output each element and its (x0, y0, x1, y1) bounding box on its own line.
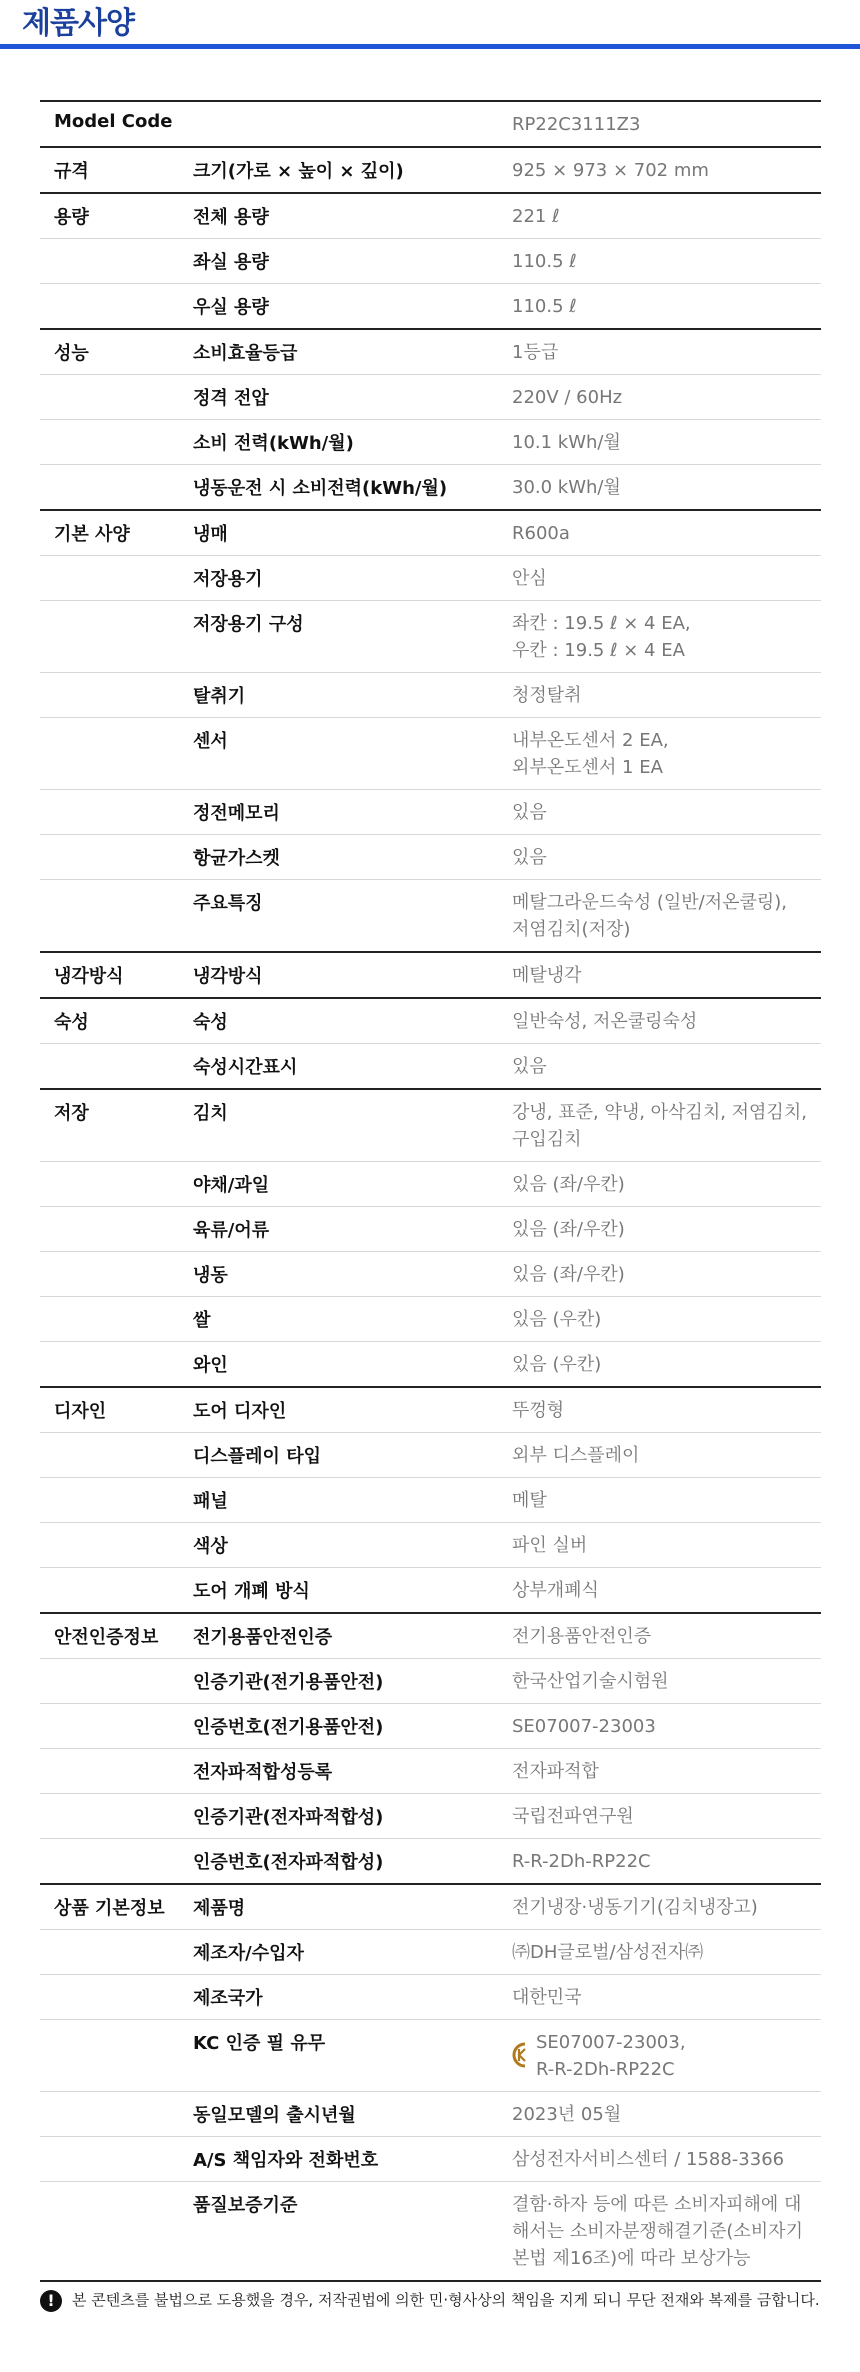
spec-row (40, 1388, 821, 1433)
spec-value-line: 뚜껑형 (512, 1400, 565, 1421)
spec-value (512, 1433, 821, 1477)
spec-row (40, 999, 821, 1044)
spec-label: 인증기관(전기용품안전) (193, 1672, 384, 1693)
spec-value (512, 1090, 821, 1161)
spec-group (40, 1614, 821, 1885)
group-name: 규격 (54, 161, 89, 182)
group-name: 저장 (54, 1103, 89, 1124)
spec-label: 주요특징 (193, 893, 263, 914)
spec-row (40, 953, 821, 997)
spec-row (40, 2020, 821, 2092)
spec-value (512, 1388, 821, 1432)
spec-value-line: 저염김치(저장) (512, 919, 631, 940)
spec-value-line: 있음 (우칸) (512, 1309, 602, 1330)
spec-value (512, 1794, 821, 1838)
spec-row (40, 1614, 821, 1659)
spec-value (512, 1044, 821, 1088)
spec-value (512, 2182, 821, 2280)
spec-label: 숙성 (193, 1012, 228, 1033)
spec-row (40, 1839, 821, 1883)
spec-label: 항균가스켓 (193, 848, 280, 869)
spec-label: 숙성시간표시 (193, 1057, 298, 1078)
group-name: 숙성 (54, 1012, 89, 1033)
spec-label: 냉각방식 (193, 966, 263, 987)
spec-value-line: 대한민국 (512, 1987, 582, 2008)
spec-value-line: 국립전파연구원 (512, 1806, 634, 1827)
spec-row (40, 601, 821, 673)
spec-row (40, 1297, 821, 1342)
spec-value-line: 메탈 (512, 1490, 547, 1511)
spec-label: 제조자/수입자 (193, 1943, 304, 1964)
spec-row (40, 102, 821, 146)
spec-value (512, 1297, 821, 1341)
spec-row (40, 1252, 821, 1297)
spec-label: 인증번호(전기용품안전) (193, 1717, 384, 1738)
spec-row (40, 330, 821, 375)
spec-row (40, 1478, 821, 1523)
spec-label: 냉동 (193, 1265, 228, 1286)
spec-value-line: 외부 디스플레이 (512, 1445, 640, 1466)
spec-value-line: 좌칸 : 19.5 ℓ × 4 EA, (512, 613, 691, 634)
spec-row (40, 1090, 821, 1162)
spec-value-line: 221 ℓ (512, 206, 560, 227)
spec-row (40, 284, 821, 328)
page-title: 제품사양 (22, 6, 134, 41)
spec-row (40, 194, 821, 239)
spec-label: 좌실 용량 (193, 252, 269, 273)
spec-value-line: 외부온도센서 1 EA (512, 757, 663, 778)
spec-value (512, 556, 821, 600)
spec-value-line: 한국산업기술시험원 (512, 1671, 669, 1692)
group-name: 안전인증정보 (54, 1627, 159, 1648)
spec-value (512, 1523, 821, 1567)
spec-row (40, 1975, 821, 2020)
page-header (0, 0, 860, 52)
spec-label: 디스플레이 타입 (193, 1446, 321, 1467)
spec-value-line: R600a (512, 523, 570, 544)
spec-label: 품질보증기준 (193, 2195, 298, 2216)
spec-row (40, 1749, 821, 1794)
spec-value (512, 673, 821, 717)
spec-value-line: 10.1 kWh/월 (512, 432, 621, 453)
spec-value-line: 925 × 973 × 702 mm (512, 160, 709, 181)
spec-value (512, 284, 821, 328)
spec-row (40, 1162, 821, 1207)
spec-value-line: 있음 (512, 847, 547, 868)
spec-group (40, 1090, 821, 1388)
header-underline (0, 44, 860, 49)
spec-row (40, 1885, 821, 1930)
spec-group (40, 330, 821, 511)
spec-value (512, 1659, 821, 1703)
spec-label: 냉매 (193, 524, 228, 545)
spec-value-line: SE07007-23003 (512, 1716, 656, 1737)
spec-value-line: 220V / 60Hz (512, 387, 623, 408)
spec-label: 우실 용량 (193, 297, 269, 318)
spec-value (512, 1207, 821, 1251)
group-name: 성능 (54, 343, 89, 364)
spec-value-line: 2023년 05월 (512, 2104, 622, 2125)
spec-label: 색상 (193, 1536, 228, 1557)
spec-value (512, 1252, 821, 1296)
spec-value-line: 본법 제16조)에 따라 보상가능 (512, 2248, 751, 2269)
spec-group (40, 953, 821, 999)
spec-value (512, 1749, 821, 1793)
spec-row (40, 673, 821, 718)
spec-value-line: 있음 (우칸) (512, 1354, 602, 1375)
spec-value (512, 1839, 821, 1883)
spec-value-line: 있음 (512, 1056, 547, 1077)
spec-value (512, 790, 821, 834)
spec-value-line: 있음 (좌/우칸) (512, 1264, 625, 1285)
spec-value-line: 구입김치 (512, 1129, 582, 1150)
spec-value-line: 110.5 ℓ (512, 251, 577, 272)
spec-value (512, 194, 821, 238)
spec-value (512, 148, 821, 192)
spec-value-line: 삼성전자서비스센터 / 1588-3366 (512, 2149, 785, 2170)
spec-value-line: ㈜DH글로벌/삼성전자㈜ (512, 1942, 704, 1963)
spec-value-line: 안심 (512, 568, 547, 589)
spec-label: 소비 전력(kWh/월) (193, 433, 354, 454)
spec-row (40, 1794, 821, 1839)
spec-label: 도어 개폐 방식 (193, 1581, 310, 1602)
spec-value-line: 파인 실버 (512, 1535, 588, 1556)
spec-label: 인증번호(전자파적합성) (193, 1852, 384, 1873)
group-name: 디자인 (54, 1401, 107, 1422)
spec-row (40, 1207, 821, 1252)
spec-label: A/S 책임자와 전화번호 (193, 2150, 379, 2171)
group-name: 용량 (54, 207, 89, 228)
spec-row (40, 2092, 821, 2137)
spec-value-line: SE07007-23003, (536, 2032, 686, 2053)
spec-label: 쌀 (193, 1310, 211, 1331)
spec-value (512, 330, 821, 374)
spec-label: 전기용품안전인증 (193, 1627, 333, 1648)
group-name: 기본 사양 (54, 524, 130, 545)
spec-value (512, 375, 821, 419)
spec-value-line: 110.5 ℓ (512, 296, 577, 317)
spec-value (512, 999, 821, 1043)
spec-label: 김치 (193, 1103, 228, 1124)
spec-value-line: 우칸 : 19.5 ℓ × 4 EA (512, 640, 685, 661)
spec-row (40, 511, 821, 556)
spec-value-line: 상부개폐식 (512, 1580, 599, 1601)
spec-group (40, 148, 821, 194)
spec-row (40, 148, 821, 192)
spec-label: 정격 전압 (193, 388, 269, 409)
spec-label: 패널 (193, 1491, 228, 1512)
notice-text: 본 콘텐츠를 불법으로 도용했을 경우, 저작권법에 의한 민·형사상의 책임을 지게 되니 무단 전재와 복제를 금합니다. (72, 2291, 820, 2309)
spec-label: 전자파적합성등록 (193, 1762, 333, 1783)
spec-row (40, 2137, 821, 2182)
kc-mark-icon (512, 2041, 530, 2069)
spec-value (512, 2137, 821, 2181)
spec-value-line: 강냉, 표준, 약냉, 아삭김치, 저염김치, (512, 1102, 807, 1123)
spec-label: 와인 (193, 1355, 228, 1376)
spec-value-line: R-R-2Dh-RP22C (536, 2059, 675, 2080)
spec-row (40, 1659, 821, 1704)
spec-value (512, 1162, 821, 1206)
spec-label: 냉동운전 시 소비전력(kWh/월) (193, 478, 448, 499)
spec-value (512, 2092, 821, 2136)
spec-value (512, 1478, 821, 1522)
group-name: Model Code (54, 111, 173, 132)
spec-value (512, 880, 821, 951)
spec-row (40, 2182, 821, 2280)
spec-row (40, 1523, 821, 1568)
spec-value (512, 511, 821, 555)
spec-row (40, 239, 821, 284)
spec-label: 제조국가 (193, 1988, 263, 2009)
spec-row (40, 1930, 821, 1975)
spec-group (40, 1885, 821, 2282)
spec-row (40, 465, 821, 509)
spec-value-line: 메탈그라운드숙성 (일반/저온쿨링), (512, 892, 787, 913)
spec-value (512, 465, 821, 509)
spec-value (512, 1975, 821, 2019)
spec-value (512, 2020, 821, 2091)
spec-label: 육류/어류 (193, 1220, 270, 1241)
spec-value-line: 결함·하자 등에 따른 소비자피해에 대 (512, 2194, 802, 2215)
copyright-notice (40, 2287, 821, 2317)
spec-value (512, 1704, 821, 1748)
spec-value (512, 835, 821, 879)
kc-value (512, 2029, 821, 2083)
spec-group (40, 999, 821, 1090)
spec-group (40, 102, 821, 148)
spec-row (40, 718, 821, 790)
spec-label: 도어 디자인 (193, 1401, 287, 1422)
spec-value-line: 전기냉장·냉동기기(김치냉장고) (512, 1897, 758, 1918)
spec-value-line: 있음 (512, 802, 547, 823)
spec-label: 탈취기 (193, 686, 246, 707)
spec-value-line: 전자파적합 (512, 1761, 599, 1782)
spec-value-line: 내부온도센서 2 EA, (512, 730, 669, 751)
spec-row (40, 1433, 821, 1478)
spec-value-line: 30.0 kWh/월 (512, 477, 621, 498)
spec-table (40, 100, 821, 2282)
spec-label: 동일모델의 출시년월 (193, 2105, 356, 2126)
spec-value (512, 1342, 821, 1386)
spec-value (512, 718, 821, 789)
spec-label: 소비효율등급 (193, 343, 298, 364)
spec-value-line: 전기용품안전인증 (512, 1626, 652, 1647)
spec-value (512, 420, 821, 464)
spec-value-line: R-R-2Dh-RP22C (512, 1851, 651, 1872)
spec-value (512, 601, 821, 672)
spec-label: 저장용기 구성 (193, 614, 304, 635)
spec-row (40, 1568, 821, 1612)
spec-label: 저장용기 (193, 569, 263, 590)
spec-value-line: 해서는 소비자분쟁해결기준(소비자기 (512, 2221, 803, 2242)
spec-value (512, 1885, 821, 1929)
spec-row (40, 1704, 821, 1749)
spec-row (40, 835, 821, 880)
spec-label: 크기(가로 × 높이 × 깊이) (193, 161, 404, 182)
spec-value-line: 있음 (좌/우칸) (512, 1174, 625, 1195)
spec-value (512, 1930, 821, 1974)
spec-value (512, 239, 821, 283)
spec-label: 정전메모리 (193, 803, 280, 824)
spec-value-line: 일반숙성, 저온쿨링숙성 (512, 1011, 698, 1032)
exclamation-icon: ! (40, 2290, 62, 2312)
spec-row (40, 420, 821, 465)
spec-label: 제품명 (193, 1898, 246, 1919)
spec-value-line: 있음 (좌/우칸) (512, 1219, 625, 1240)
spec-value (512, 1614, 821, 1658)
spec-group (40, 194, 821, 330)
spec-value-line: RP22C3111Z3 (512, 114, 641, 135)
spec-row (40, 1342, 821, 1386)
spec-value (512, 1568, 821, 1612)
spec-value-line: 메탈냉각 (512, 965, 582, 986)
spec-value-line: 청정탈취 (512, 685, 582, 706)
spec-label: 인증기관(전자파적합성) (193, 1807, 384, 1828)
spec-group (40, 511, 821, 953)
group-name: 냉각방식 (54, 966, 124, 987)
spec-group (40, 1388, 821, 1614)
spec-value (512, 102, 821, 146)
spec-row (40, 556, 821, 601)
group-name: 상품 기본정보 (54, 1898, 165, 1919)
spec-value-line: 1등급 (512, 342, 559, 363)
spec-value (512, 953, 821, 997)
spec-row (40, 375, 821, 420)
spec-label: 전체 용량 (193, 207, 269, 228)
spec-row (40, 1044, 821, 1088)
spec-row (40, 880, 821, 951)
spec-label: KC 인증 필 유무 (193, 2033, 326, 2054)
spec-label: 센서 (193, 731, 228, 752)
spec-row (40, 790, 821, 835)
spec-label: 야채/과일 (193, 1175, 270, 1196)
